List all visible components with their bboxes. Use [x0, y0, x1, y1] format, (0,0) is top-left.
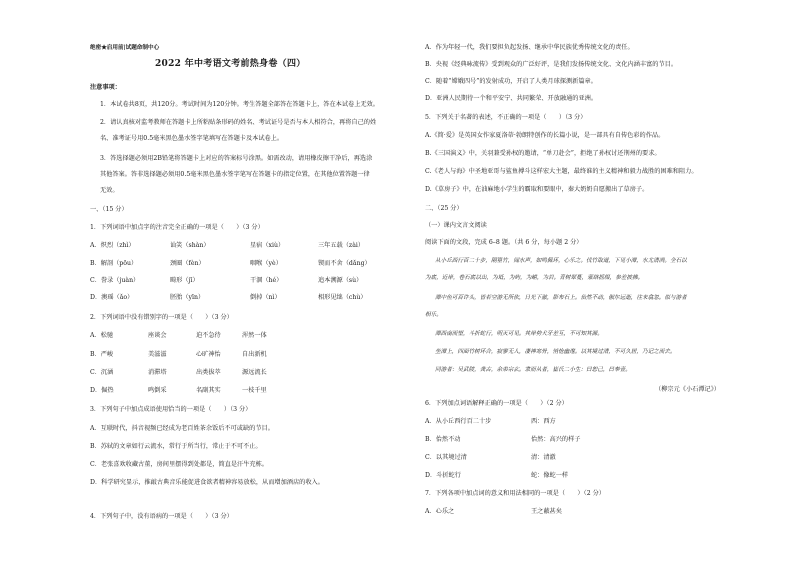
passage-line: 潭西南而望，斗折蛇行，明灭可见。其岸势犬牙差互，不可知其源。 — [435, 331, 603, 337]
q6-option: 清：清澈 — [531, 454, 556, 461]
q1-option: 干涸（hé） — [250, 277, 283, 284]
q4-option-b: B．央视《经典咏流传》受到观众的广泛好评，是我们发扬传统文化、文化内涵丰富的节目。 — [425, 61, 678, 68]
q3-stem: 3．下列句子中加点成语使用恰当的一项是（ ）（3 分） — [90, 406, 252, 413]
right-column — [425, 0, 720, 562]
passage-line: 同游者：吴武陵，龚古，余弟宗玄。隶而从者，崔氏二小生：曰恕己，曰奉壹。 — [435, 367, 631, 373]
note-2a: 2．请认真核对监考教师在答题卡上所粘贴条形码的姓名、考试证号是否与本人相符合，再将自己的姓 — [100, 119, 377, 126]
q1-option: 三年五载（zài） — [318, 242, 365, 249]
passage-line: 从小丘西行百二十步，隔篁竹，闻水声，如鸣佩环，心乐之。伐竹取道，下见小潭，水尤清冽。全石以 — [435, 258, 687, 264]
q4-stem: 4．下列句子中，没有语病的一项是（ ）（3 分） — [90, 513, 233, 520]
part2-sub1: （一）课内文言文阅读 — [425, 222, 487, 229]
q2-option: 消滞塔 — [148, 369, 167, 376]
q2-option: 自出新机 — [242, 351, 267, 358]
q1-option: C．誊录（juàn） — [90, 277, 140, 284]
q7-stem: 7．下列各项中加点词的意义和用法相同的一项是（ ）（2 分） — [425, 490, 605, 497]
q6-stem: 6．下列加点词语解释正确的一项是（ ）（2 分） — [425, 400, 568, 407]
note-1: 1．本试卷共8页，共120分。考试时间为120分钟。考生答题全部答在答题卡上，答在本试卷上无效。 — [100, 101, 379, 108]
q6-option: 西：西方 — [531, 418, 556, 425]
q4-option-c: C．随着“嫦娥四号”的发射成功，开启了人类月球探测新篇章。 — [425, 78, 597, 85]
part1-label: 一、（15 分） — [90, 206, 128, 213]
q4-option-a: A．作为年轻一代，我们要担负起发扬、继承中华民族优秀传统文化的责任。 — [425, 44, 634, 51]
q2-option: 鸣倒采 — [148, 387, 167, 394]
q1-option: 讪笑（shàn） — [170, 242, 210, 249]
q3-option-c: C．老张喜欢收藏古董，房间里摆得到处都是，简直是汗牛充栋。 — [90, 461, 268, 468]
q6-option: A．从小丘西行百二十步 — [425, 418, 492, 425]
q5-option-c: C.《老人与海》中圣地亚哥与鲨鱼搏斗这样宏大主题，最终谁的主义精神和毅力战胜的困难和阻力。 — [425, 168, 698, 175]
q2-option: 心旷神怡 — [196, 351, 221, 358]
q3-option-d: D．科学研究显示，推敲古典音乐能促进食欲者精神容易放松，从而增加酒店的收入。 — [90, 479, 324, 486]
q1-option: 星宿（xiù） — [250, 242, 285, 249]
q1-option: 追本溯源（sù） — [318, 277, 363, 284]
q2-option: D．倔热 — [90, 387, 114, 394]
q1-option: 相形见绌（chù） — [318, 294, 367, 301]
q5-option-a: A.《简·爱》是英国女作家夏洛蒂·勃朗特创作的长篇小说，是一部具有自传色彩的作品。 — [425, 132, 665, 139]
q2-option: 美滋滋 — [148, 351, 167, 358]
left-column — [90, 0, 408, 562]
q1-option: 颈圈（fèn） — [170, 260, 205, 267]
note-3a: 3．答选择题必须用2B铅笔将答题卡上对应的答案标号涂黑。如需改动，请用橡皮擦干净后，再选涂 — [100, 155, 373, 162]
q2-option: 源远流长 — [242, 369, 267, 376]
note-3c: 无效。 — [100, 187, 119, 194]
q2-option: 座谈会 — [148, 332, 167, 339]
q7-option: A．心乐之 — [425, 508, 455, 515]
q3-option-b: B．苏轼的文章如行云流水，常行于所当行，常止于不可不止。 — [90, 443, 262, 450]
q5-option-b: B.《三国演义》中，关羽兼受孙权的邀请，“单刀赴会”，拒绝了孙权讨还荆州的要求。 — [425, 150, 661, 157]
q7-option: 王之蔽甚矣 — [531, 508, 562, 515]
notes-heading: 注意事项： — [90, 84, 121, 91]
q6-option: C．以其境过清 — [425, 454, 467, 461]
passage-line: 相乐。 — [425, 312, 442, 318]
passage-line: 为底，近岸，卷石底以出，为坻，为屿，为嵁，为岩。青树翠蔓，蒙络摇缀，参差披拂。 — [425, 275, 644, 281]
part2-intro: 阅读下面的文段，完成 6–8 题。（共 6 分，每小题 2 分） — [425, 239, 583, 246]
q6-option: B．佁然不动 — [425, 436, 461, 443]
q2-option: 浑然一体 — [242, 332, 267, 339]
part2-label: 二、（25 分） — [425, 205, 463, 212]
q2-option: 一枝千里 — [242, 387, 267, 394]
q6-option: D．斗折蛇行 — [425, 472, 461, 479]
q6-option: 蛇：像蛇一样 — [531, 472, 569, 479]
q5-option-d: D.《草房子》中，在油麻地小学生的霸取和要眼中，秦大奶奶自愿搬出了草房子。 — [425, 186, 649, 193]
note-3b: 其他答案。答非选择题必须用0.5毫米黑色墨水签字笔写在答题卡的指定位置，在其他位置答题一律 — [100, 171, 370, 178]
q1-option: 咽喉（yè） — [250, 260, 282, 267]
q2-option: C．沉涵 — [90, 369, 114, 376]
q2-option: 名副其实 — [196, 387, 221, 394]
note-2b: 名、准考证号用0.5毫米黑色墨水签字笔填写在答题卡及本试卷上。 — [100, 135, 284, 142]
q2-option: B．严峻 — [90, 351, 114, 358]
q1-option: 锲而不舍（dǎng） — [318, 260, 371, 267]
passage-source: （柳宗元《小石潭记》） — [655, 386, 720, 393]
passage-line: 坐潭上，四面竹树环合，寂寥无人，凄神寒骨，悄怆幽邃。以其境过清，不可久居，乃记之而去。 — [435, 349, 676, 355]
page-title: 2022 年中考语文考前热身卷（四） — [155, 59, 306, 69]
q1-option: 倒掉（nì） — [250, 294, 281, 301]
q3-option-a: A．互联时代，抖音视频已经成为老百姓茶余饭后不可或缺的节目。 — [90, 425, 274, 432]
q2-option: 出类拔萃 — [196, 369, 221, 376]
passage-line: 潭中鱼可百许头，皆若空游无所依，日光下澈，影布石上。佁然不动，俶尔远逝，往来翕忽。似与游者 — [435, 295, 687, 301]
q6-option: 佁然：高兴的样子 — [531, 436, 581, 443]
q2-option: 迫不急待 — [196, 332, 221, 339]
q1-option: 胚胎（yīn） — [170, 294, 205, 301]
q4-option-d: D．亚洲人民期待一个和平安宁、共同繁荣、开放融通的亚洲。 — [425, 95, 598, 102]
q1-option: 畸形（jī） — [170, 277, 199, 284]
q1-option: D．澳瑶（ǎo） — [90, 294, 134, 301]
secret-label: 绝密★启用前|试题命制中心 — [90, 45, 160, 51]
q1-stem: 1．下列词语中加点字的注音完全正确的一项是（ ）（3 分） — [90, 224, 264, 231]
q1-option: B．解剖（pōu） — [90, 260, 138, 267]
q2-option: A．松驰 — [90, 332, 114, 339]
q2-stem: 2．下列词语中没有错别字的一项是（ ）（3 分） — [90, 314, 233, 321]
q1-option: A．炽烈（zhì） — [90, 242, 135, 249]
q5-stem: 5．下列关于名著的表述，不正确的一项是（ ）（3 分） — [425, 114, 587, 121]
